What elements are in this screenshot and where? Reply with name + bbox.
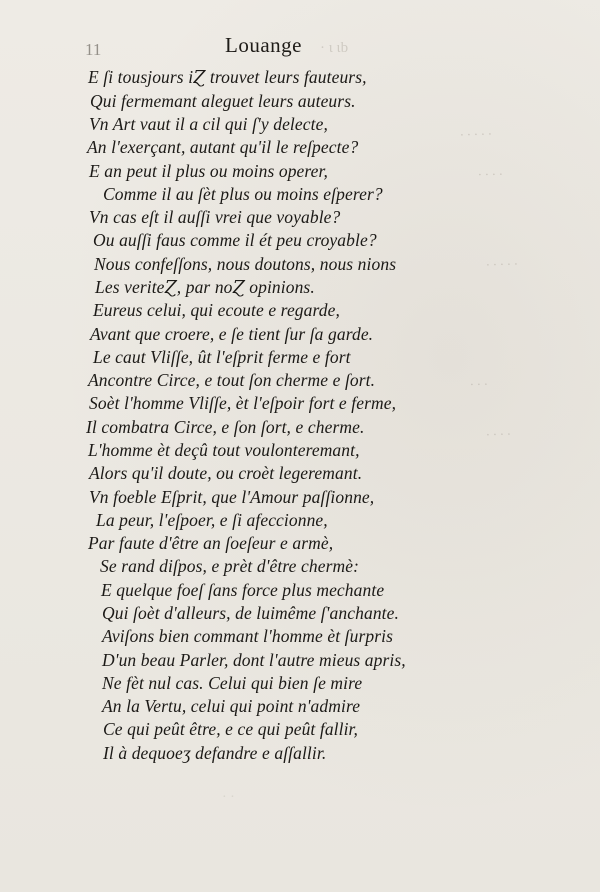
verse-line: Vn Art vaut il a cil qui ſ'y delecte, <box>89 114 328 134</box>
verse-line: Qui ſoèt d'alleurs, de luimême ſ'anchante. <box>102 603 399 623</box>
verse-line: Ne fèt nul cas. Celui qui bien ſe mire <box>102 673 363 693</box>
verse-line: Ancontre Circe, e tout ſon cherme e ſort. <box>88 370 376 390</box>
verse-line: E quelque foeſ ſans force plus mechante <box>101 580 385 600</box>
page-number: 11 <box>85 40 102 59</box>
verse-line: Se rand diſpos, e prèt d'être chermè: <box>100 556 360 576</box>
show-through-smudge: · · · · · <box>485 257 518 274</box>
verse-line: Vn foeble Eſprit, que l'Amour paſſionne, <box>89 487 375 507</box>
verse-line: Nous confeſſons, nous doutons, nous nions <box>94 254 397 274</box>
verse-line: Il à dequoeʒ defandre e aſſallir. <box>103 743 327 763</box>
verse-line: E ſi tousjours iⱿ trouvet leurs fauteurs, <box>88 67 367 87</box>
show-through-smudge: · · · · <box>477 167 503 184</box>
show-through-smudge: · ɩ ɩb <box>320 40 349 56</box>
verse-line: An la Vertu, celui qui point n'admire <box>102 696 361 716</box>
verse-line: Alors qu'il doute, ou croèt legeremant. <box>89 463 363 483</box>
running-head: Louange <box>225 33 302 57</box>
verse-line: L'homme èt deçû tout voulonteremant, <box>88 440 360 460</box>
verse-line: Le caut Vliſſe, ût l'eſprit ferme e fort <box>93 347 351 367</box>
verse-line: Par faute d'être an ſoeſeur e armè, <box>88 533 334 553</box>
verse-line: Ce qui peût être, e ce qui peût fallir, <box>103 719 359 739</box>
verse-line: Comme il au ſèt plus ou moins eſperer? <box>103 184 383 204</box>
verse-line: Soèt l'homme Vliſſe, èt l'eſpoir fort e ferme, <box>89 393 397 413</box>
verse-line: La peur, l'eſpoer, e ſi afeccionne, <box>96 510 328 530</box>
verse-line: Il combatra Circe, e ſon ſort, e cherme. <box>86 417 365 437</box>
verse-line: Aviſons bien commant l'homme èt ſurpris <box>102 626 394 646</box>
show-through-smudge: · · · <box>469 377 488 394</box>
show-through-smudge: · · · · · <box>459 127 492 144</box>
verse-line: Qui fermemant aleguet leurs auteurs. <box>90 91 356 111</box>
verse-line: Eureus celui, qui ecoute e regarde, <box>93 300 340 320</box>
verse-line: Les veriteⱿ, par noⱿ opinions. <box>95 277 315 297</box>
verse-line: E an peut il plus ou moins operer, <box>89 161 328 181</box>
verse-line: Avant que croere, e ſe tient ſur ſa garde. <box>90 324 374 344</box>
verse-line: Vn cas eſt il auſſi vrei que voyable? <box>89 207 341 227</box>
show-through-smudge: · · <box>222 790 235 805</box>
verse-line: Ou auſſi faus comme il ét peu croyable? <box>93 230 377 250</box>
verse-line: D'un beau Parler, dont l'autre mieus apris, <box>102 650 406 670</box>
show-through-smudge: · · · · <box>485 427 511 444</box>
verse-line: An l'exerçant, autant qu'il le reſpecte? <box>87 137 359 157</box>
